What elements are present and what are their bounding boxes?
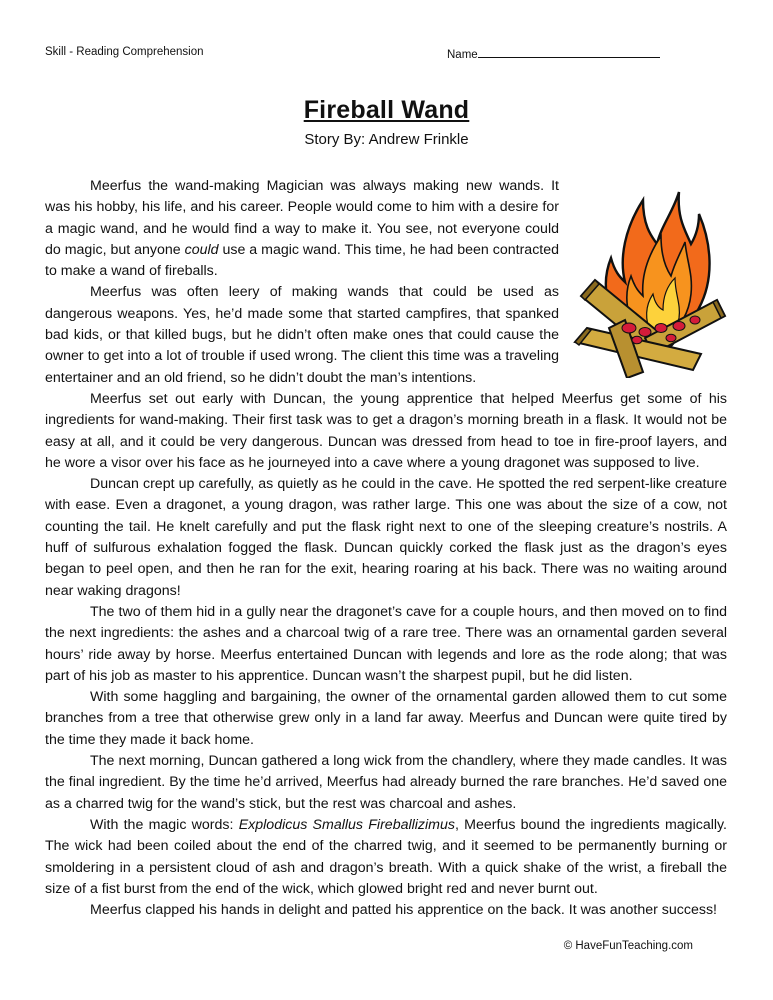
campfire-icon: [569, 178, 729, 378]
p1-emphasis: could: [184, 241, 219, 258]
story-body: [45, 176, 727, 921]
page-title: Fireball Wand: [303, 96, 470, 124]
paragraph-4: Duncan crept up carefully, as quietly as he could in the cave. He spotted the red serpent-like creature with ease. Even a dragonet, a young dragon, was rather large. This one was about the size of a cow, not counting the tail. He knelt carefully and put the flask right next to one of the sleeping creature’s nostrils. A huff of sulfurous exhalation fogged the flask. Duncan quickly corked the flask just as the dragon’s eyes began to peel open, and then he ran for the exit, hearing roaring at his back. There was no waiting around near waking dragons!: [45, 476, 727, 599]
paragraph-3: Meerfus set out early with Duncan, the young apprentice that helped Meerfus get some of his ingredients for wand-making. Their first task was to get a dragon’s morning breath in a flask. It would not be easy at all, and it could be very dangerous. Duncan was dressed from head to toe in fire-proof layers, and he wore a visor over his face as he journeyed into a cave where a young dragonet was supposed to live.: [45, 390, 727, 471]
p8-after: , Meerfus bound the ingredients magically. The wick had been coiled about the end of the charred twig, and it seemed to be permanently burning or smoldering in a persistent cloud of ash and dragon’s breath. With a quick shake of the wrist, a fireball the size of a fist burst from the end of the wick, which glowed bright red and never burnt out.: [45, 816, 727, 897]
paragraph-6: With some haggling and bargaining, the owner of the ornamental garden allowed them to cut some branches from a tree that otherwise grew only in a land far away. Meerfus and Duncan were quite tired by the time they made it back home.: [45, 689, 727, 748]
name-field: [447, 46, 660, 61]
paragraph-9: Meerfus clapped his hands in delight and patted his apprentice on the back. It was another success!: [90, 902, 718, 919]
paragraph-5: The two of them hid in a gully near the dragonet’s cave for a couple hours, and then moved on to find the next ingredients: the ashes and a charcoal twig of a rare tree. There was an ornamental garden several hours’ ride away by horse. Meerfus entertained Duncan with legends and lore as the rode along; that was part of his job as master to his apprentice. Duncan wasn’t the sharpest pupil, but he did listen.: [45, 603, 727, 684]
paragraph-8: [45, 815, 727, 900]
copyright-footer: © HaveFunTeaching.com: [563, 940, 693, 952]
p8-emphasis: Explodicus Smallus Fireballizimus: [238, 816, 455, 833]
paragraph-7: The next morning, Duncan gathered a long wick from the chandlery, where they made candles. It was the final ingredient. By the time he’d arrived, Meerfus had already burned the rare branches. He’d saved one as a charred twig for the wand’s stick, but the rest was charcoal and ashes.: [45, 753, 727, 812]
name-blank-line: [478, 46, 660, 58]
p1-after: use a magic wand. This time, he had been contracted to make a wand of fireballs.: [45, 241, 560, 280]
p1-before: Meerfus the wand-making Magician was always making new wands. It was his hobby, his life, and his career. People would come to him with a desire for a magic wand, and he would find a way to make it. You see, not everyone could do magic, but anyone: [45, 178, 559, 258]
paragraph-2: Meerfus was often leery of making wands that could be used as dangerous weapons. Yes, he’d made some that started campfires, that spanked bad kids, or that killed bugs, but he didn’t often make ones that could cause the owner to get into a lot of trouble if used wrong. The client this time was a traveling entertainer and an old friend, so he didn’t doubt the man’s intentions.: [45, 284, 559, 386]
skill-label: Skill - Reading Comprehension: [45, 46, 204, 58]
name-label: Name: [447, 49, 478, 61]
p8-before: With the magic words:: [90, 816, 239, 833]
story-byline: Story By: Andrew Frinkle: [304, 131, 469, 148]
